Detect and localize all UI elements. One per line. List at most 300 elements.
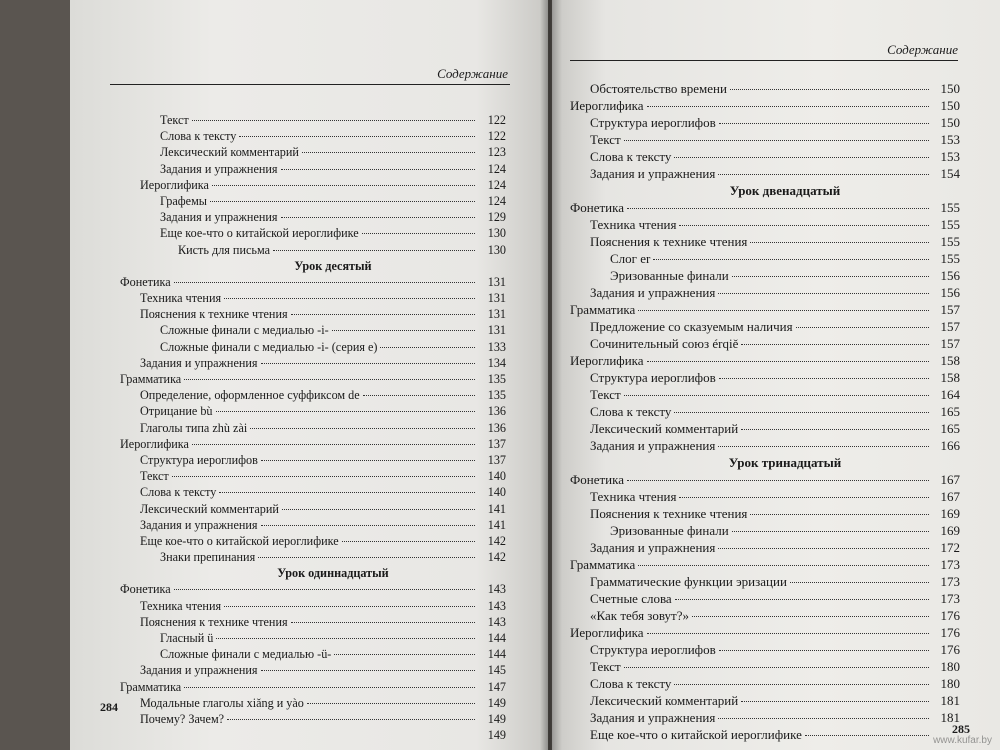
dot-leader	[184, 687, 475, 688]
toc-entry	[120, 355, 506, 371]
toc-page-number: 176	[940, 625, 960, 640]
dot-leader	[647, 361, 929, 362]
toc-page-number: 165	[940, 404, 960, 419]
toc-page-number: 141	[487, 501, 506, 516]
dot-leader	[638, 565, 929, 566]
toc-entry	[120, 339, 506, 355]
toc-page-number: 181	[940, 710, 960, 725]
dot-leader	[184, 379, 475, 380]
toc-entry-label: Фонетика	[570, 200, 625, 215]
lesson-heading	[570, 182, 960, 199]
dot-leader	[624, 395, 929, 396]
dot-leader	[741, 344, 929, 345]
dot-leader	[261, 363, 475, 364]
toc-entry	[570, 658, 960, 675]
toc-entry	[570, 335, 960, 352]
toc-entry	[570, 522, 960, 539]
toc-entry	[120, 403, 506, 419]
toc-entry-label: Сочинительный союз érqiě	[590, 336, 739, 351]
dot-leader	[261, 460, 475, 461]
toc-page-number: 137	[487, 436, 506, 451]
dot-leader	[647, 106, 929, 107]
dot-leader	[227, 719, 475, 720]
toc-entry	[120, 549, 506, 565]
dot-leader	[627, 480, 929, 481]
toc-page-number: 140	[487, 469, 506, 484]
dot-leader	[210, 201, 475, 202]
toc-entry-label: Предложение со сказуемым наличия	[590, 319, 793, 334]
toc-entry-label: Задания и упражнения	[590, 285, 716, 300]
toc-page-number: 156	[940, 268, 960, 283]
toc-entry-label: «Как тебя зовут?»	[590, 608, 690, 623]
dot-leader	[719, 650, 929, 651]
toc-entry-label: Графемы	[160, 193, 207, 208]
toc-entry-label: Задания и упражнения	[140, 517, 258, 532]
toc-entry	[120, 468, 506, 484]
toc-entry	[120, 177, 506, 193]
toc-entry-label: Гласный ü	[160, 631, 214, 645]
toc-entry	[570, 284, 960, 301]
toc-page-number: 130	[487, 226, 506, 241]
toc-entry-label: Текст	[590, 387, 621, 402]
toc-entry	[570, 318, 960, 335]
toc-page-number: 140	[487, 485, 506, 500]
toc-entry-label: Слова к тексту	[160, 129, 237, 144]
toc-page-number: 131	[487, 274, 506, 289]
toc-page-number: 135	[487, 372, 506, 386]
toc-page-number: 173	[940, 557, 960, 572]
toc-page-number: 154	[940, 166, 960, 181]
dot-leader	[638, 310, 929, 311]
toc-entry	[570, 250, 960, 267]
dot-leader	[796, 327, 929, 328]
toc-page-number: 158	[940, 353, 960, 368]
dot-leader	[261, 670, 475, 671]
header-rule	[110, 84, 510, 85]
dot-leader	[224, 606, 475, 607]
watermark: www.kufar.by	[933, 735, 992, 746]
toc-page-number: 155	[940, 217, 960, 232]
page-number: 284	[100, 700, 118, 714]
toc-entry	[120, 695, 506, 711]
toc-entry-label: Почему? Зачем?	[140, 711, 225, 726]
toc-entry-label: Слог er	[610, 251, 651, 266]
dot-leader	[732, 276, 929, 277]
dot-leader	[174, 589, 475, 590]
toc-page-number: 157	[940, 319, 960, 334]
dot-leader	[741, 701, 929, 702]
toc-entry-label: Кисть для письма	[178, 242, 270, 257]
dot-leader	[719, 123, 929, 124]
dot-leader	[718, 174, 929, 175]
toc-page-number: 155	[940, 234, 960, 249]
dot-leader	[674, 684, 929, 685]
toc-page-number: 122	[487, 113, 506, 127]
toc-entry	[570, 420, 960, 437]
toc-entry-label: Техника чтения	[140, 291, 222, 306]
toc-entry	[120, 436, 506, 452]
dot-leader	[219, 492, 475, 493]
toc-entry-label: Задания и упражнения	[160, 210, 278, 225]
toc-entry-label: Задания и упражнения	[590, 710, 716, 725]
toc-page-number: 143	[487, 582, 506, 597]
dot-leader	[307, 703, 475, 704]
toc-page-number: 142	[487, 550, 506, 565]
toc-entry	[570, 386, 960, 403]
toc-entry-label: Иероглифика	[570, 625, 644, 640]
toc-page-number: 153	[940, 132, 960, 147]
toc-page-number: 169	[940, 506, 960, 521]
toc-entry	[120, 484, 506, 500]
toc-page-number: 135	[487, 388, 506, 403]
toc-page-number: 156	[940, 285, 960, 300]
toc-entry	[570, 437, 960, 454]
toc-page-number: 167	[940, 489, 960, 504]
dot-leader	[653, 259, 929, 260]
toc-page-number: 172	[940, 540, 960, 555]
toc-entry	[570, 556, 960, 573]
toc-entry-label: Иероглифика	[140, 177, 209, 192]
dot-leader	[281, 169, 475, 170]
toc-entry-label: Грамматика	[120, 372, 182, 386]
lesson-heading-label: Урок тринадцатый	[728, 455, 842, 470]
toc-entry	[120, 274, 506, 290]
dot-leader	[302, 152, 475, 153]
toc-entry-label: Техника чтения	[590, 217, 677, 232]
dot-leader	[216, 411, 475, 412]
toc-entry-label: Слова к тексту	[590, 149, 672, 164]
toc-entry	[120, 501, 506, 517]
lesson-heading-label: Урок двенадцатый	[729, 183, 841, 198]
toc-entry	[570, 131, 960, 148]
dot-leader	[750, 514, 929, 515]
toc-entry	[570, 505, 960, 522]
toc-page-number: 173	[940, 574, 960, 589]
toc-page-number: 124	[487, 193, 506, 208]
toc-entry	[570, 573, 960, 590]
toc-entry-label: Задания и упражнения	[160, 161, 278, 176]
dot-leader	[192, 444, 475, 445]
dot-leader	[342, 541, 475, 542]
toc-entry-label: Текст	[140, 469, 169, 484]
toc-page-number: 147	[487, 679, 506, 694]
dot-leader	[647, 633, 929, 634]
toc-entry-label: Задания и упражнения	[590, 438, 716, 453]
toc-page-number: 176	[940, 608, 960, 623]
toc-entry-label: Эризованные финали	[610, 268, 729, 283]
dot-leader	[192, 120, 475, 121]
toc-page-number: 131	[487, 307, 506, 322]
dot-leader	[732, 531, 929, 532]
toc-entry	[120, 387, 506, 403]
dot-leader	[674, 412, 929, 413]
toc-entry	[120, 517, 506, 533]
toc-entry	[120, 630, 506, 646]
toc-entry-label: Пояснения к технике чтения	[140, 614, 288, 629]
toc-entry-label: Задания и упражнения	[590, 166, 716, 181]
toc-entry	[120, 727, 506, 743]
toc-entry-label: Фонетика	[570, 472, 625, 487]
toc-page-number: 155	[940, 200, 960, 215]
toc-entry	[570, 607, 960, 624]
toc-entry-label: Иероглифика	[570, 98, 644, 113]
toc-entry-label: Сложные финали с медиалью -i- (серия e)	[160, 339, 378, 354]
dot-leader	[172, 476, 475, 477]
toc-entry	[120, 144, 506, 160]
toc-entry-label: Обстоятельство времени	[590, 81, 727, 96]
toc-entry	[570, 97, 960, 114]
toc-list	[570, 80, 960, 743]
toc-entry-label: Модальные глаголы xiǎng и yào	[140, 695, 304, 710]
toc-page-number: 150	[940, 115, 960, 130]
toc-page-number: 124	[487, 161, 506, 176]
toc-page-number: 180	[940, 659, 960, 674]
dot-leader	[291, 622, 475, 623]
toc-entry	[120, 679, 506, 695]
toc-page-number: 131	[487, 291, 506, 306]
page-number: 285	[952, 722, 970, 736]
dot-leader	[261, 525, 475, 526]
toc-entry	[570, 624, 960, 641]
dot-leader	[258, 557, 475, 558]
toc-list	[120, 112, 506, 743]
toc-entry	[570, 692, 960, 709]
dot-leader	[719, 378, 929, 379]
toc-page-number: 136	[487, 420, 506, 435]
toc-entry	[120, 452, 506, 468]
toc-entry	[120, 371, 506, 387]
toc-entry	[120, 581, 506, 597]
toc-entry	[120, 209, 506, 225]
toc-entry-label: Слова к тексту	[590, 404, 672, 419]
toc-entry	[570, 199, 960, 216]
toc-entry	[120, 225, 506, 241]
toc-page-number: 129	[487, 210, 506, 225]
toc-entry	[570, 471, 960, 488]
toc-entry-label: Знаки препинания	[160, 550, 256, 565]
dot-leader	[281, 217, 475, 218]
toc-page-number: 130	[487, 242, 506, 257]
toc-entry-label: Отрицание bù	[140, 404, 213, 419]
toc-page-number: 143	[487, 598, 506, 613]
toc-entry	[570, 233, 960, 250]
toc-page-number: 164	[940, 387, 960, 402]
toc-page-number: 137	[487, 452, 506, 467]
dot-leader	[250, 428, 475, 429]
dot-leader	[624, 667, 929, 668]
toc-entry-label: Счетные слова	[590, 591, 672, 606]
toc-entry-label: Задания и упражнения	[590, 540, 716, 555]
dot-leader	[679, 225, 929, 226]
toc-page-number: 150	[940, 98, 960, 113]
toc-page-number: 144	[487, 647, 506, 662]
toc-entry	[570, 216, 960, 233]
toc-entry-label: Глаголы типа zhù zài	[140, 420, 248, 435]
toc-entry-label: Структура иероглифов	[140, 452, 258, 467]
toc-page-number: 133	[487, 339, 506, 354]
toc-page-number: 143	[487, 614, 506, 629]
toc-entry	[570, 726, 960, 743]
dot-leader	[363, 395, 475, 396]
toc-entry	[570, 369, 960, 386]
toc-page-number: 149	[487, 711, 506, 726]
toc-entry-label: Слова к тексту	[140, 485, 217, 500]
toc-page-number: 123	[487, 145, 506, 160]
left-page	[70, 0, 548, 750]
toc-page-number: 136	[487, 404, 506, 419]
toc-page-number: 124	[487, 177, 506, 192]
toc-page-number: 142	[487, 533, 506, 548]
toc-entry	[120, 598, 506, 614]
toc-entry-label: Текст	[160, 113, 189, 127]
toc-page-number: 155	[940, 251, 960, 266]
toc-entry-label: Сложные финали с медиалью -i-	[160, 323, 329, 338]
toc-entry	[570, 488, 960, 505]
dot-leader	[675, 599, 929, 600]
toc-entry-label: Техника чтения	[590, 489, 677, 504]
dot-leader	[679, 497, 929, 498]
toc-page-number: 169	[940, 523, 960, 538]
dot-leader	[334, 654, 475, 655]
toc-entry-label: Слова к тексту	[590, 676, 672, 691]
toc-entry-label: Структура иероглифов	[590, 642, 716, 657]
toc-entry	[120, 420, 506, 436]
dot-leader	[718, 718, 929, 719]
toc-entry	[570, 675, 960, 692]
lesson-heading-label: Урок одиннадцатый	[277, 566, 389, 581]
dot-leader	[291, 314, 475, 315]
toc-entry-label: Сложные финали с медиалью -ü-	[160, 647, 332, 662]
toc-entry-label: Иероглифика	[570, 353, 644, 368]
header-rule	[570, 60, 958, 61]
toc-entry-label: Грамматика	[120, 679, 182, 694]
toc-page-number: 166	[940, 438, 960, 453]
toc-page-number: 149	[487, 728, 506, 743]
toc-entry-label: Лексический комментарий	[590, 421, 739, 436]
toc-entry-label: Эризованные финали	[610, 523, 729, 538]
toc-entry-label: Лексический комментарий	[590, 693, 739, 708]
toc-page-number: 158	[940, 370, 960, 385]
toc-entry-label: Фонетика	[120, 582, 171, 597]
toc-entry	[570, 267, 960, 284]
toc-page-number: 180	[940, 676, 960, 691]
toc-entry	[120, 614, 506, 630]
toc-entry-label: Определение, оформленное суффиксом de	[140, 388, 360, 403]
dot-leader	[730, 89, 929, 90]
lesson-heading	[120, 565, 506, 581]
dot-leader	[174, 282, 475, 283]
lesson-heading-label: Урок десятый	[294, 258, 372, 273]
toc-page-number: 165	[940, 421, 960, 436]
lesson-heading	[570, 454, 960, 471]
toc-page-number: 141	[487, 517, 506, 532]
toc-entry	[120, 242, 506, 258]
dot-leader	[674, 157, 929, 158]
dot-leader	[282, 509, 475, 510]
toc-entry-label: Структура иероглифов	[590, 370, 716, 385]
toc-entry-label: Задания и упражнения	[140, 355, 258, 370]
toc-entry-label: Лексический комментарий	[160, 145, 299, 160]
toc-entry-label: Задания и упражнения	[140, 663, 258, 678]
toc-entry	[120, 322, 506, 338]
running-head: Содержание	[887, 42, 958, 57]
toc-entry-label: Еще кое-что о китайской иероглифике	[590, 727, 802, 742]
toc-entry	[120, 306, 506, 322]
toc-entry-label: Грамматические функции эризации	[590, 574, 787, 589]
toc-entry-label: Лексический комментарий	[140, 501, 279, 516]
dot-leader	[750, 242, 929, 243]
toc-entry	[570, 80, 960, 97]
toc-page-number: 176	[940, 642, 960, 657]
toc-entry	[120, 193, 506, 209]
toc-page-number: 157	[940, 336, 960, 351]
toc-entry-label: Структура иероглифов	[590, 115, 716, 130]
dot-leader	[718, 446, 929, 447]
toc-entry	[120, 128, 506, 144]
book-gutter	[540, 0, 562, 750]
dot-leader	[692, 616, 929, 617]
toc-entry-label: Текст	[590, 132, 621, 147]
dot-leader	[718, 548, 929, 549]
toc-entry-label: Еще кое-что о китайской иероглифике	[160, 226, 359, 241]
dot-leader	[273, 250, 475, 251]
toc-page-number: 173	[940, 591, 960, 606]
toc-entry	[570, 165, 960, 182]
toc-entry	[570, 114, 960, 131]
toc-entry	[570, 403, 960, 420]
dot-leader	[718, 293, 929, 294]
toc-entry	[120, 161, 506, 177]
toc-entry-label: Грамматика	[570, 557, 636, 572]
right-page	[552, 0, 1000, 750]
dot-leader	[627, 208, 929, 209]
toc-entry	[570, 148, 960, 165]
toc-entry-label: Иероглифика	[120, 436, 189, 451]
toc-entry	[120, 533, 506, 549]
toc-page-number: 131	[487, 323, 506, 338]
toc-page-number: 122	[487, 129, 506, 144]
toc-entry-label: Пояснения к технике чтения	[140, 307, 288, 322]
toc-entry-label: Фонетика	[120, 274, 171, 289]
toc-entry-label: Пояснения к технике чтения	[590, 234, 748, 249]
toc-entry-label: Техника чтения	[140, 598, 222, 613]
dot-leader	[380, 347, 475, 348]
toc-entry-label: Грамматика	[570, 302, 636, 317]
toc-entry-label: Пояснения к технике чтения	[590, 506, 748, 521]
toc-page-number: 157	[940, 302, 960, 317]
toc-page-number: 134	[487, 355, 506, 370]
toc-entry	[570, 590, 960, 607]
toc-entry	[570, 301, 960, 318]
dot-leader	[790, 582, 929, 583]
dot-leader	[216, 638, 475, 639]
toc-entry	[120, 662, 506, 678]
toc-entry	[120, 646, 506, 662]
toc-page-number: 144	[487, 631, 506, 645]
toc-page-number: 153	[940, 149, 960, 164]
dot-leader	[239, 136, 475, 137]
dot-leader	[362, 233, 475, 234]
dot-leader	[624, 140, 929, 141]
toc-page-number: 145	[487, 663, 506, 678]
toc-entry-label: Еще кое-что о китайской иероглифике	[140, 533, 339, 548]
dot-leader	[805, 735, 929, 736]
toc-entry	[570, 539, 960, 556]
running-head: Содержание	[437, 66, 508, 81]
lesson-heading	[120, 258, 506, 274]
dot-leader	[741, 429, 929, 430]
toc-page-number: 149	[487, 695, 506, 710]
